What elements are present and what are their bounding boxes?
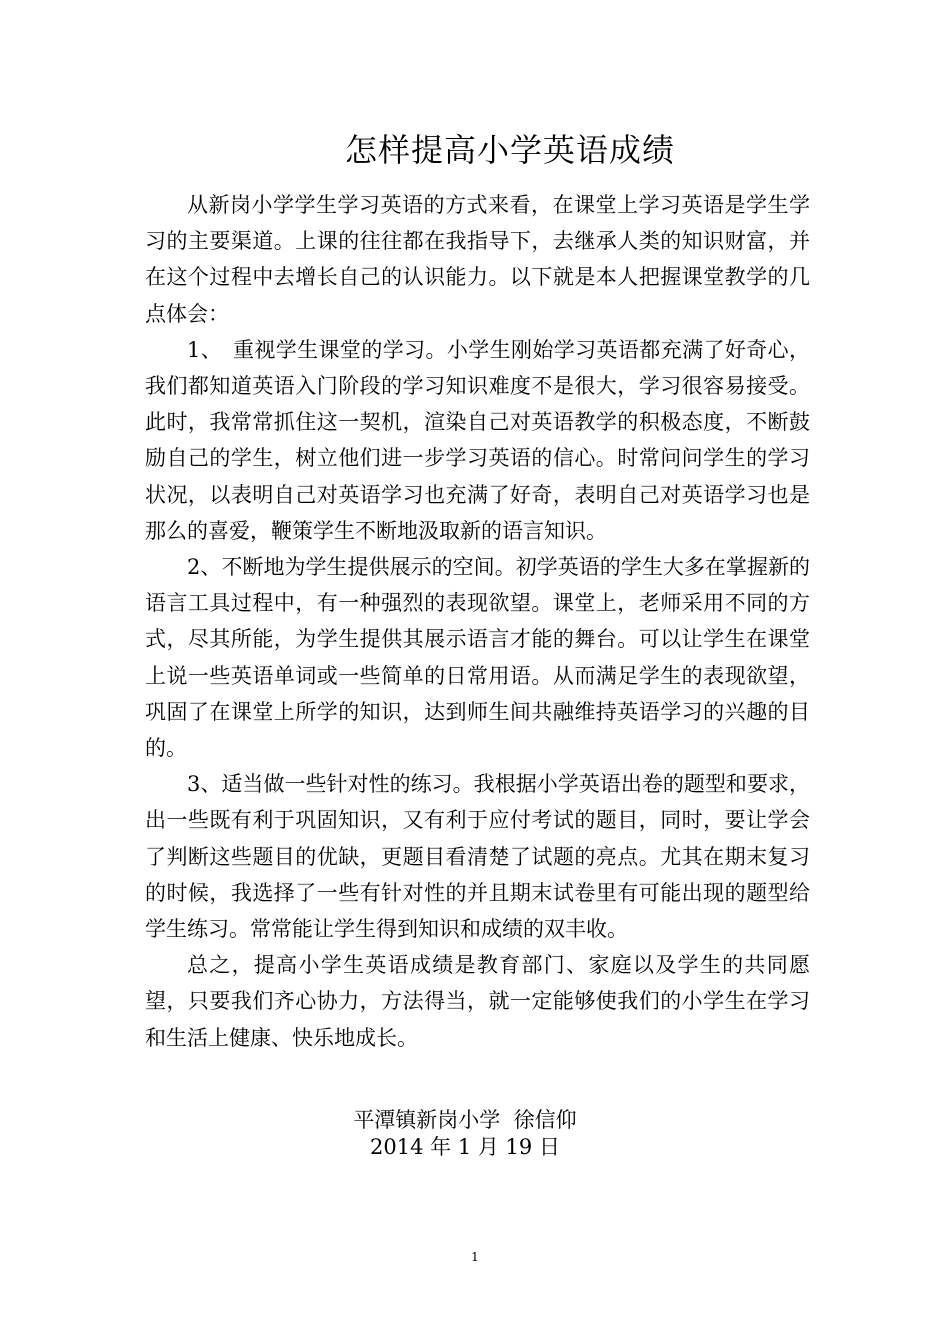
- paragraph-conclusion: 总之，提高小学生英语成绩是教育部门、家庭以及学生的共同愿望，只要我们齐心协力，方法得当，就一定能够使我们的小学生在学习和生活上健康、快乐地成长。: [145, 953, 810, 1050]
- page-number: 1: [471, 1250, 479, 1264]
- document-title: 怎样提高小学英语成绩: [344, 131, 675, 169]
- paragraph-point-1: 1、 重视学生课堂的学习。小学生刚始学习英语都充满了好奇心，我们都知道英语入门阶段的学习知识难度不是很大，学习很容易接受。此时，我常常抓住这一契机，渲染自己对英语教学的积极态度，不断鼓励自己的学生，树立他们进一步学习英语的信心。时常问问学生的学习状况，以表明自己对英语学习也充满了好奇，表明自己对英语学习也是那么的喜爱，鞭策学生不断地汲取新的语言知识。: [145, 337, 810, 543]
- document-body: [145, 187, 810, 1056]
- paragraph-intro: 从新岗小学学生学习英语的方式来看，在课堂上学习英语是学生学习的主要渠道。上课的往往都在我指导下，去继承人类的知识财富，并在这个过程中去增长自己的认识能力。以下就是本人把握课堂教学的几点体会：: [145, 193, 810, 326]
- paragraph-point-2: 2、不断地为学生提供展示的空间。初学英语的学生大多在掌握新的语言工具过程中，有一种强烈的表现欲望。课堂上，老师采用不同的方式，尽其所能，为学生提供其展示语言才能的舞台。可以让学生在课堂上说一些英语单词或一些简单的日常用语。从而满足学生的表现欲望，巩固了在课堂上所学的知识，达到师生间共融维持英语学习的兴趣的目的。: [145, 555, 810, 761]
- signature-date: 2014 年 1 月 19 日: [370, 1135, 560, 1159]
- signature-block: [300, 1107, 630, 1161]
- signature-author: 平潭镇新岗小学 徐信仰: [353, 1108, 577, 1132]
- paragraph-point-3: 3、适当做一些针对性的练习。我根据小学英语出卷的题型和要求，出一些既有利于巩固知识，又有利于应付考试的题目，同时，要让学会了判断这些题目的优缺，更题目看清楚了试题的亮点。尤其在期末复习的时候，我选择了一些有针对性的并且期末试卷里有可能出现的题型给学生练习。常常能让学生得到知识和成绩的双丰收。: [145, 772, 810, 942]
